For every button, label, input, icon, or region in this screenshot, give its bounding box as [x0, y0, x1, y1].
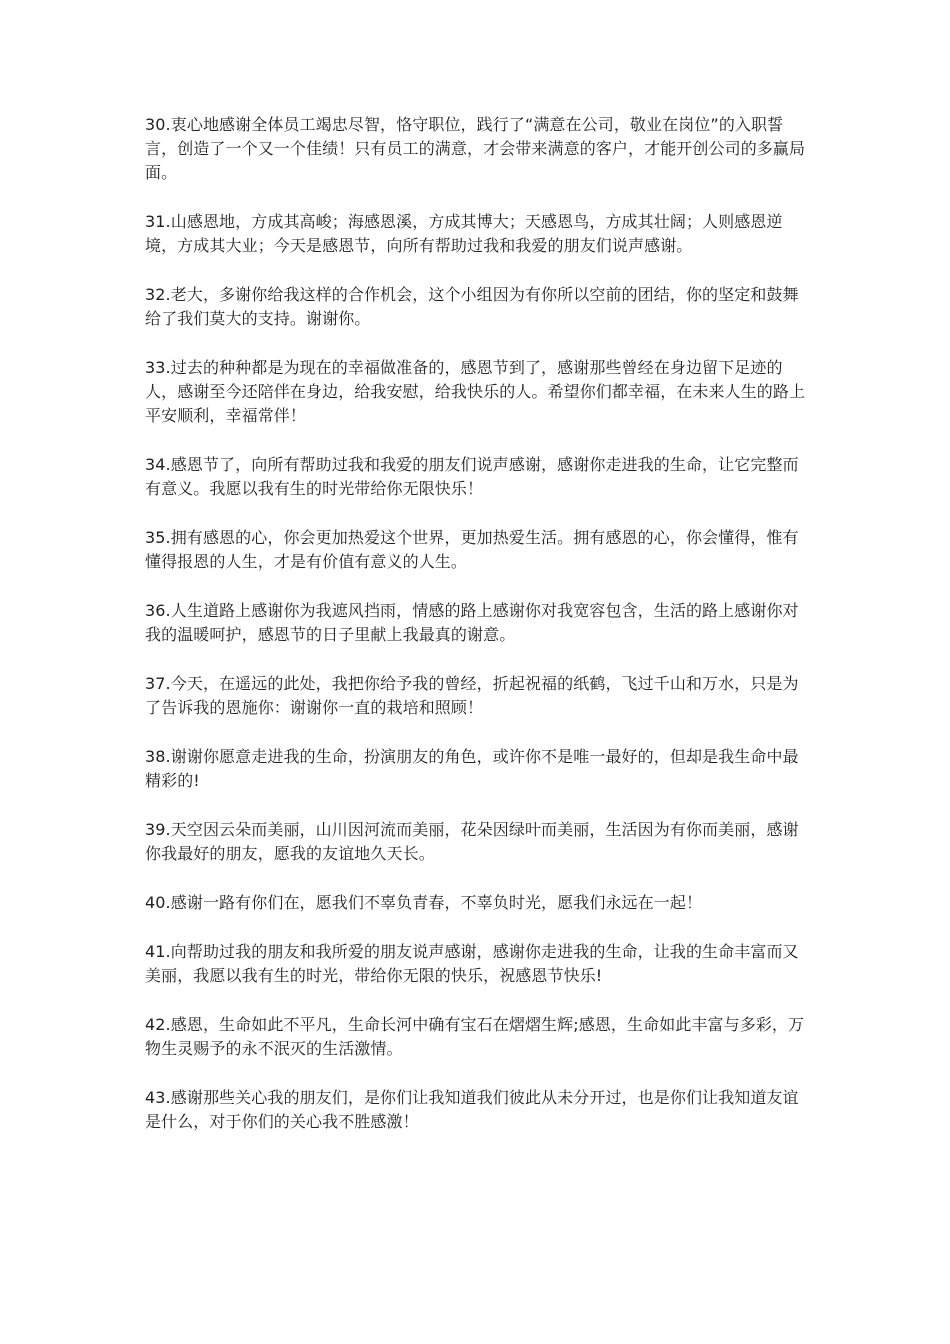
paragraph-39: 39.天空因云朵而美丽，山川因河流而美丽，花朵因绿叶而美丽，生活因为有你而美丽，感谢你我最好的朋友，愿我的友谊地久天长。	[145, 820, 799, 863]
paragraph-30: 30.衷心地感谢全体员工竭忠尽智，恪守职位，践行了“满意在公司，敬业在岗位”的入职誓言，创造了一个又一个佳绩！只有员工的满意，才会带来满意的客户，才能开创公司的多赢局面。	[145, 115, 806, 182]
paragraph-38: 38.谢谢你愿意走进我的生命，扮演朋友的角色，或许你不是唯一最好的，但却是我生命中最精彩的!	[145, 747, 799, 790]
paragraph-43: 43.感谢那些关心我的朋友们，是你们让我知道我们彼此从未分开过，也是你们让我知道友谊是什么，对于你们的关心我不胜感激！	[145, 1088, 799, 1131]
paragraph-40: 40.感谢一路有你们在，愿我们不辜负青春，不辜负时光，愿我们永远在一起！	[145, 893, 703, 912]
paragraph-32: 32.老大，多谢你给我这样的合作机会，这个小组因为有你所以空前的团结，你的坚定和鼓舞给了我们莫大的支持。谢谢你。	[145, 285, 799, 328]
paragraph-36: 36.人生道路上感谢你为我遮风挡雨，情感的路上感谢你对我宽容包含，生活的路上感谢你对我的温暖呵护，感恩节的日子里献上我最真的谢意。	[145, 601, 799, 644]
paragraph-33: 33.过去的种种都是为现在的幸福做准备的，感恩节到了，感谢那些曾经在身边留下足迹的人，感谢至今还陪伴在身边，给我安慰，给我快乐的人。希望你们都幸福，在未来人生的路上平安顺利，幸福常伴！	[145, 358, 806, 425]
paragraph-31: 31.山感恩地，方成其高峻；海感恩溪，方成其博大；天感恩鸟，方成其壮阔；人则感恩逆境，方成其大业；今天是感恩节，向所有帮助过我和我爱的朋友们说声感谢。	[145, 212, 783, 255]
paragraph-37: 37.今天，在遥远的此处，我把你给予我的曾经，折起祝福的纸鹤，飞过千山和万水，只是为了告诉我的恩施你：谢谢你一直的栽培和照顾！	[145, 674, 799, 717]
paragraph-42: 42.感恩，生命如此不平凡，生命长河中确有宝石在熠熠生辉;感恩，生命如此丰富与多彩，万物生灵赐予的永不泯灭的生活激情。	[145, 1015, 805, 1058]
paragraph-34: 34.感恩节了，向所有帮助过我和我爱的朋友们说声感谢，感谢你走进我的生命，让它完整而有意义。我愿以我有生的时光带给你无限快乐！	[145, 455, 799, 498]
paragraph-35: 35.拥有感恩的心，你会更加热爱这个世界，更加热爱生活。拥有感恩的心，你会懂得，惟有懂得报恩的人生，才是有价值有意义的人生。	[145, 528, 799, 571]
paragraph-41: 41.向帮助过我的朋友和我所爱的朋友说声感谢，感谢你走进我的生命，让我的生命丰富而又美丽，我愿以我有生的时光，带给你无限的快乐，祝感恩节快乐!	[145, 942, 799, 985]
document-body	[145, 113, 807, 1159]
